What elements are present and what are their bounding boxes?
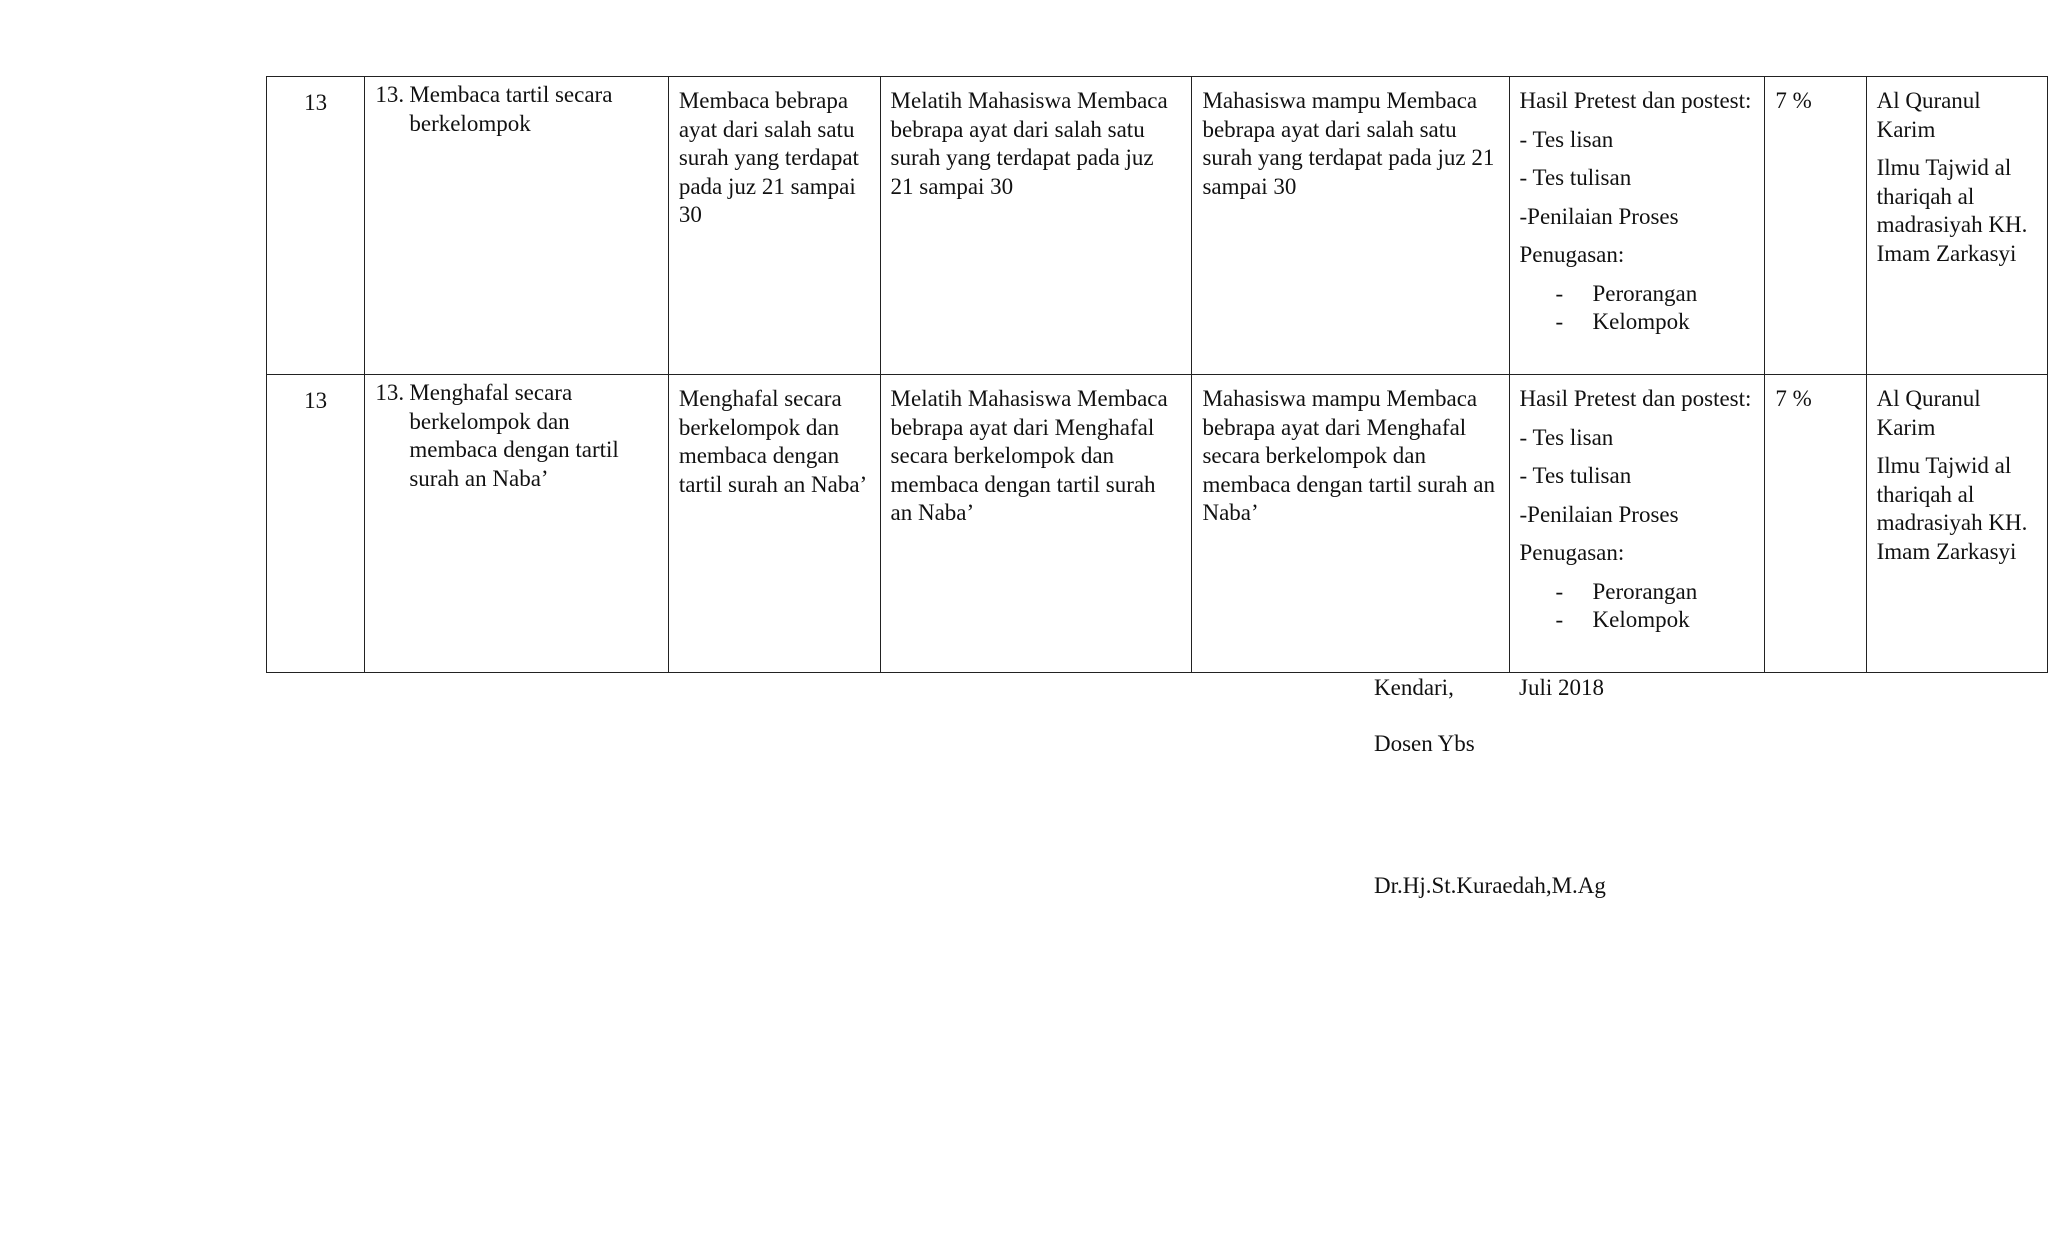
activity-text: Melatih Mahasiswa Membaca bebrapa ayat dari Menghafal secara berkelompok dan membaca dengan tartil surah an Naba’ [890, 386, 1168, 525]
material-text: Menghafal secara berkelompok dan membaca dengan tartil surah an Naba’ [678, 386, 868, 497]
activity-cell [880, 375, 1192, 673]
table-row [267, 375, 2048, 673]
reference-item: Al Quranul Karim [1876, 88, 1981, 142]
signature-title: Dosen Ybs [1374, 731, 1475, 756]
row-number-cell [267, 375, 365, 673]
assignment-label: Penugasan: [1519, 540, 1625, 565]
row-number: 13 [304, 388, 328, 413]
evaluation-item: - Tes tulisan [1519, 463, 1632, 488]
assignment-label: Penugasan: [1519, 242, 1625, 267]
assignment-item-text: Kelompok [1592, 309, 1690, 334]
row-number-cell [267, 77, 365, 375]
weight-cell [1765, 375, 1866, 673]
material-cell [668, 375, 880, 673]
reference-item: Ilmu Tajwid al thariqah al madrasiyah KH. Imam Zarkasyi [1876, 453, 2028, 564]
evaluation-cell [1509, 77, 1765, 375]
signature-date: Juli 2018 [1519, 675, 1604, 700]
evaluation-title: Hasil Pretest dan postest: [1519, 88, 1752, 113]
evaluation-item: -Penilaian Proses [1519, 203, 1679, 229]
evaluation-title: Hasil Pretest dan postest: [1519, 386, 1752, 411]
topic-number: 13. [375, 82, 405, 107]
assignment-item [1520, 308, 1755, 337]
topic-first-line: Membaca tartil secara [409, 82, 613, 107]
evaluation-item: - Tes lisan [1519, 126, 1614, 152]
lesson-plan-table [266, 76, 2048, 673]
reference-cell [1866, 375, 2047, 673]
indicator-text: Mahasiswa mampu Membaca bebrapa ayat dari salah satu surah yang terdapat pada juz 21 sampai 30 [1202, 88, 1495, 199]
topic-cell [365, 77, 668, 375]
evaluation-item: - Tes lisan [1519, 424, 1614, 450]
reference-cell [1866, 77, 2047, 375]
evaluation-item: -Penilaian Proses [1519, 501, 1679, 527]
weight-value: 7 % [1775, 88, 1812, 113]
topic-number: 13. [375, 380, 405, 405]
evaluation-cell [1509, 375, 1765, 673]
bullet-dash: - [1555, 280, 1564, 306]
assignment-item [1520, 578, 1755, 607]
bullet-dash: - [1555, 309, 1564, 334]
bullet-dash: - [1555, 607, 1564, 632]
activity-text: Melatih Mahasiswa Membaca bebrapa ayat dari salah satu surah yang terdapat pada juz 21 sampai 30 [890, 88, 1168, 199]
reference-item: Ilmu Tajwid al thariqah al madrasiyah KH. Imam Zarkasyi [1876, 155, 2028, 266]
assignment-item [1520, 280, 1755, 309]
topic-heading [375, 81, 657, 110]
topic-continuation: berkelompok [409, 110, 531, 136]
reference-item: Al Quranul Karim [1876, 386, 1981, 440]
topic-cell [365, 375, 668, 673]
assignment-item-text: Kelompok [1592, 607, 1690, 632]
evaluation-item: - Tes tulisan [1519, 165, 1632, 190]
row-number: 13 [304, 90, 328, 115]
table-row [267, 77, 2048, 375]
topic-first-line: Menghafal secara [409, 380, 573, 405]
assignment-item [1520, 606, 1755, 635]
material-cell [668, 77, 880, 375]
weight-cell [1765, 77, 1866, 375]
signature-place: Kendari, [1374, 675, 1454, 700]
topic-continuation: berkelompok dan membaca dengan tartil surah an Naba’ [409, 408, 619, 491]
topic-heading [375, 379, 657, 408]
material-text: Membaca bebrapa ayat dari salah satu surah yang terdapat pada juz 21 sampai 30 [678, 88, 859, 227]
weight-value: 7 % [1775, 386, 1812, 411]
indicator-cell [1192, 77, 1509, 375]
assignment-item-text: Perorangan [1592, 578, 1698, 604]
assignment-item-text: Perorangan [1592, 280, 1698, 306]
indicator-cell [1192, 375, 1509, 673]
indicator-text: Mahasiswa mampu Membaca bebrapa ayat dari Menghafal secara berkelompok dan membaca dengan tartil surah an Naba’ [1202, 386, 1495, 525]
activity-cell [880, 77, 1192, 375]
bullet-dash: - [1555, 578, 1564, 604]
signature-name: Dr.Hj.St.Kuraedah,M.Ag [1374, 873, 1606, 898]
